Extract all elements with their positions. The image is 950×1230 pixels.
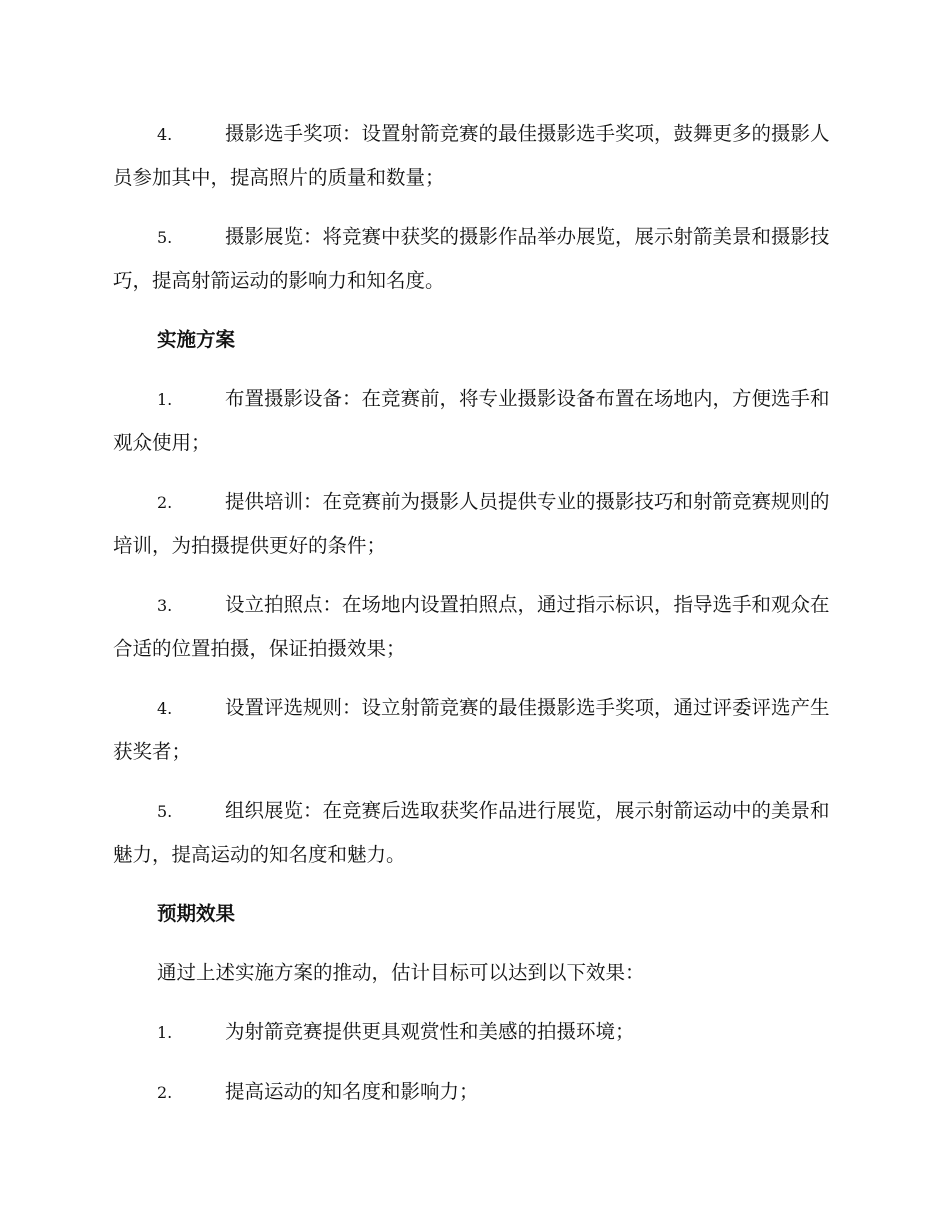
list-number: 5. bbox=[157, 228, 173, 247]
list-item bbox=[113, 789, 837, 876]
list-item bbox=[113, 215, 837, 302]
list-item bbox=[113, 1010, 837, 1054]
list-text: 提供培训：在竞赛前为摄影人员提供专业的摄影技巧和射箭竞赛规则的培训，为拍摄提供更好的条件； bbox=[113, 490, 830, 557]
section-heading-implementation: 实施方案 bbox=[157, 328, 236, 351]
list-number: 4. bbox=[157, 699, 173, 718]
list-item bbox=[113, 583, 837, 670]
list-text: 设置评选规则：设立射箭竞赛的最佳摄影选手奖项，通过评委评选产生获奖者； bbox=[113, 696, 830, 763]
list-text: 布置摄影设备：在竞赛前，将专业摄影设备布置在场地内，方便选手和观众使用； bbox=[113, 387, 830, 454]
list-number: 4. bbox=[157, 125, 173, 144]
list-text: 摄影选手奖项：设置射箭竞赛的最佳摄影选手奖项，鼓舞更多的摄影人员参加其中，提高照片的质量和数量； bbox=[113, 122, 830, 189]
list-number: 3. bbox=[157, 596, 173, 615]
list-number: 2. bbox=[157, 1083, 173, 1102]
list-number: 1. bbox=[157, 1023, 173, 1042]
list-number: 5. bbox=[157, 802, 173, 821]
list-text: 为射箭竞赛提供更具观赏性和美感的拍摄环境； bbox=[225, 1020, 635, 1043]
list-item bbox=[113, 480, 837, 567]
list-number: 2. bbox=[157, 493, 173, 512]
list-text: 提高运动的知名度和影响力； bbox=[225, 1080, 479, 1103]
document-body bbox=[113, 112, 837, 1130]
intro-paragraph: 通过上述实施方案的推动，估计目标可以达到以下效果： bbox=[157, 961, 645, 984]
list-text: 设立拍照点：在场地内设置拍照点，通过指示标识，指导选手和观众在合适的位置拍摄，保证拍摄效果； bbox=[113, 593, 830, 660]
list-item bbox=[113, 686, 837, 773]
list-item bbox=[113, 1070, 837, 1114]
list-item bbox=[113, 377, 837, 464]
list-text: 组织展览：在竞赛后选取获奖作品进行展览，展示射箭运动中的美景和魅力，提高运动的知名度和魅力。 bbox=[113, 799, 830, 866]
list-text: 摄影展览：将竞赛中获奖的摄影作品举办展览，展示射箭美景和摄影技巧，提高射箭运动的影响力和知名度。 bbox=[113, 225, 830, 292]
list-item bbox=[113, 112, 837, 199]
section-heading-expected: 预期效果 bbox=[157, 902, 236, 925]
list-number: 1. bbox=[157, 390, 173, 409]
